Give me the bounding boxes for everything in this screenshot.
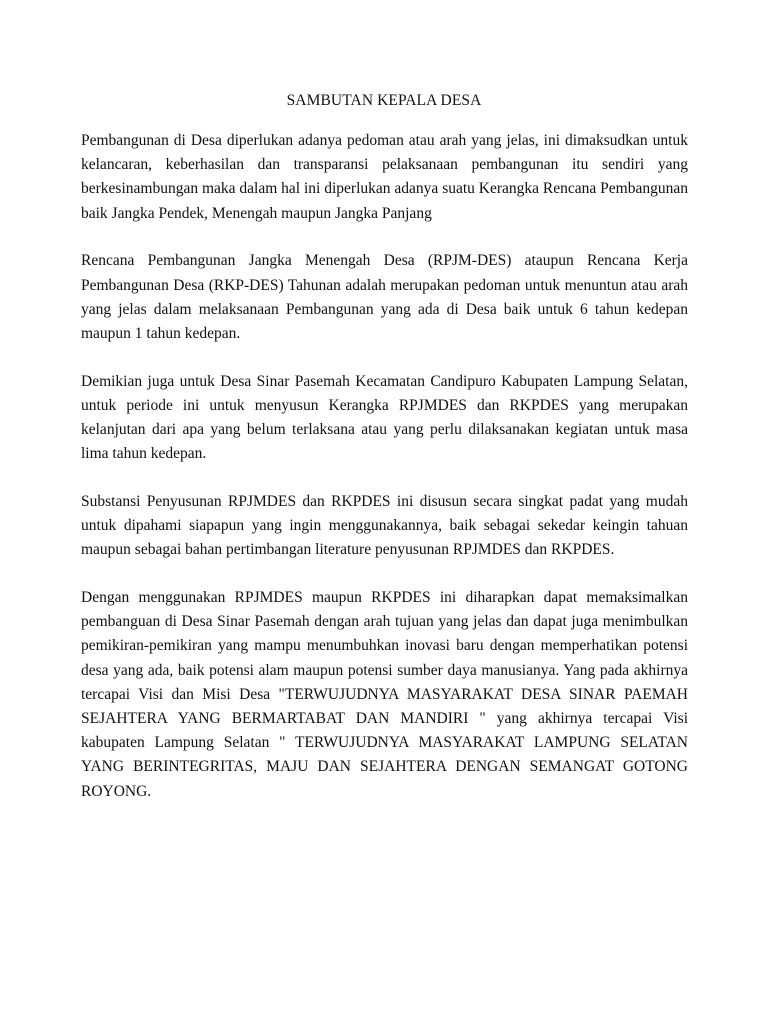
paragraph-1: Pembangunan di Desa diperlukan adanya pedoman atau arah yang jelas, ini dimaksudkan untuk kelancaran, keberhasilan dan transparansi pelaksanaan pembangunan itu sendiri yang berkesinambungan maka dalam hal ini diperlukan adanya suatu Kerangka Rencana Pembangunan baik Jangka Pendek, Menengah maupun Jangka Panjang [81, 132, 688, 222]
paragraph-5: Dengan menggunakan RPJMDES maupun RKPDES ini diharapkan dapat memaksimalkan pembanguan di Desa Sinar Pasemah dengan arah tujuan yang jelas dan dapat juga menimbulkan pemikiran-pemikiran yang mampu menumbuhkan inovasi baru dengan memperhatikan potensi desa yang ada, baik potensi alam maupun potensi sumber daya manusianya. Yang pada akhirnya tercapai Visi dan Misi Desa "TERWUJUDNYA MASYARAKAT DESA SINAR PAEMAH SEJAHTERA YANG BERMARTABAT DAN MANDIRI " yang akhirnya tercapai Visi kabupaten Lampung Selatan " TERWUJUDNYA MASYARAKAT LAMPUNG SELATAN YANG BERINTEGRITAS, MAJU DAN SEJAHTERA DENGAN SEMANGAT GOTONG ROYONG. [81, 589, 688, 800]
paragraph-2: Rencana Pembangunan Jangka Menengah Desa (RPJM-DES) ataupun Rencana Kerja Pembangunan Desa (RKP-DES) Tahunan adalah merupakan pedoman untuk menuntun atau arah yang jelas dalam melaksanaan Pembangunan yang ada di Desa baik untuk 6 tahun kedepan maupun 1 tahun kedepan. [81, 252, 688, 342]
document-title: SAMBUTAN KEPALA DESA [286, 92, 482, 109]
paragraph-4: Substansi Penyusunan RPJMDES dan RKPDES ini disusun secara singkat padat yang mudah untuk dipahami siapapun yang ingin menggunakannya, baik sebagai sekedar keingin tahuan maupun sebagai bahan pertimbangan literature penyusunan RPJMDES dan RKPDES. [81, 492, 688, 559]
document-body [81, 129, 688, 804]
paragraph-3: Demikian juga untuk Desa Sinar Pasemah Kecamatan Candipuro Kabupaten Lampung Selatan, untuk periode ini untuk menyusun Kerangka RPJMDES dan RKPDES yang merupakan kelanjutan dari apa yang belum terlaksana atau yang perlu dilaksanakan kegiatan untuk masa lima tahun kedepan. [81, 372, 688, 463]
